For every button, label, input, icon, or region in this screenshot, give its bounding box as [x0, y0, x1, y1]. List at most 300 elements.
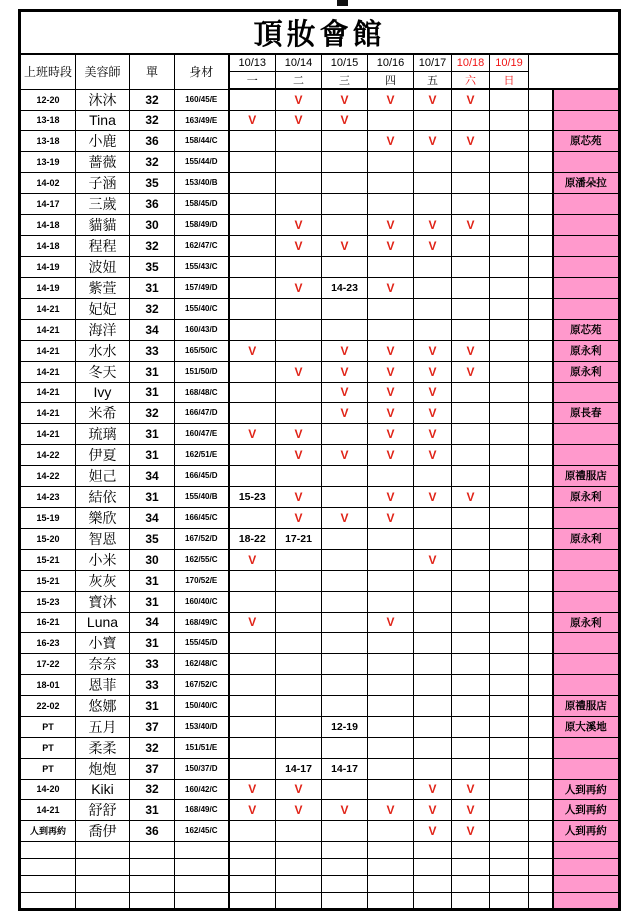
dan-cell: [130, 841, 175, 858]
dan-cell: 36: [130, 820, 175, 841]
date-cell: [452, 110, 490, 130]
note-cell: [553, 382, 620, 402]
date-cell: [229, 319, 276, 340]
date-cell: [276, 193, 322, 214]
date-cell: [322, 612, 368, 632]
note-cell: 原禮服店: [553, 695, 620, 716]
check-cell: V: [322, 110, 368, 130]
date-cell: [452, 570, 490, 591]
date-cell: [452, 674, 490, 695]
body-cell: 160/47/E: [175, 423, 229, 444]
check-cell: V: [414, 130, 452, 151]
note-cell: [553, 235, 620, 256]
dan-cell: 33: [130, 653, 175, 674]
time-cell: 人到再約: [20, 820, 76, 841]
check-cell: V: [414, 444, 452, 465]
time-cell: 17-22: [20, 653, 76, 674]
date-cell: [276, 402, 322, 423]
body-cell: 162/47/C: [175, 235, 229, 256]
date-cell: [229, 402, 276, 423]
dan-cell: 35: [130, 256, 175, 277]
date-cell: [414, 319, 452, 340]
schedule-row: [20, 151, 620, 172]
body-cell: 166/47/D: [175, 402, 229, 423]
date-cell: [490, 716, 529, 737]
date-header-row: [20, 54, 620, 72]
check-cell: V: [414, 89, 452, 110]
check-cell: V: [276, 361, 322, 382]
date-cell: [368, 858, 414, 875]
note-cell: [553, 298, 620, 319]
date-cell: [229, 444, 276, 465]
date-cell: [368, 193, 414, 214]
date-cell: [276, 340, 322, 361]
date-cell: [276, 875, 322, 892]
time-cell: 14-02: [20, 172, 76, 193]
check-cell: V: [276, 277, 322, 298]
date-cell: [368, 570, 414, 591]
schedule-row: [20, 193, 620, 214]
dan-cell: 31: [130, 591, 175, 612]
date-cell: [414, 570, 452, 591]
dan-cell: 31: [130, 444, 175, 465]
dan-cell: 32: [130, 89, 175, 110]
dan-cell: [130, 858, 175, 875]
date-cell: [322, 423, 368, 444]
check-cell: V: [368, 382, 414, 402]
schedule-row: [20, 319, 620, 340]
check-cell: V: [452, 486, 490, 507]
date-cell: [229, 151, 276, 172]
date-cell: [276, 591, 322, 612]
dan-cell: 32: [130, 737, 175, 758]
schedule-sheet: [18, 9, 621, 911]
note-cell: [553, 841, 620, 858]
name-cell: Luna: [76, 612, 130, 632]
time-cell: 14-17: [20, 193, 76, 214]
date-cell: 15-23: [229, 486, 276, 507]
spacer-cell: [529, 235, 553, 256]
schedule-row: [20, 235, 620, 256]
note-cell: [553, 858, 620, 875]
date-cell: [452, 151, 490, 172]
spacer-cell: [529, 549, 553, 570]
body-cell: 155/40/B: [175, 486, 229, 507]
date-cell: [368, 298, 414, 319]
spacer-cell: [529, 591, 553, 612]
note-cell: [553, 277, 620, 298]
date-cell: [414, 256, 452, 277]
date-cell: [490, 382, 529, 402]
date-cell: [452, 298, 490, 319]
spacer-cell: [529, 277, 553, 298]
date-cell: [276, 130, 322, 151]
date-cell: [452, 507, 490, 528]
date-cell: [368, 820, 414, 841]
body-cell: 168/49/C: [175, 799, 229, 820]
date-cell: [490, 319, 529, 340]
body-cell: 162/51/E: [175, 444, 229, 465]
time-cell: 14-18: [20, 235, 76, 256]
date-cell: [229, 653, 276, 674]
date-cell: [229, 632, 276, 653]
note-cell: 原芯苑: [553, 319, 620, 340]
dan-cell: [130, 875, 175, 892]
dan-cell: 37: [130, 716, 175, 737]
name-cell: 海洋: [76, 319, 130, 340]
body-cell: 168/49/C: [175, 612, 229, 632]
date-cell: [490, 820, 529, 841]
check-cell: V: [368, 402, 414, 423]
note-cell: 人到再約: [553, 799, 620, 820]
note-cell: [553, 423, 620, 444]
date-cell: [229, 507, 276, 528]
date-cell: [322, 858, 368, 875]
date-cell: [452, 193, 490, 214]
date-cell: [414, 151, 452, 172]
note-cell: [553, 89, 620, 110]
check-cell: V: [276, 444, 322, 465]
check-cell: V: [322, 361, 368, 382]
dan-cell: 31: [130, 695, 175, 716]
note-cell: [553, 193, 620, 214]
check-cell: V: [276, 799, 322, 820]
date-cell: [452, 695, 490, 716]
date-cell: [490, 172, 529, 193]
date-cell: [368, 632, 414, 653]
name-cell: 五月: [76, 716, 130, 737]
check-cell: V: [322, 235, 368, 256]
name-cell: 貓貓: [76, 214, 130, 235]
body-cell: 155/43/C: [175, 256, 229, 277]
date-cell: 14-23: [322, 277, 368, 298]
time-cell: PT: [20, 737, 76, 758]
spacer-cell: [529, 110, 553, 130]
spacer-cell: [529, 298, 553, 319]
note-cell: 人到再約: [553, 779, 620, 799]
check-cell: V: [276, 110, 322, 130]
check-cell: V: [322, 340, 368, 361]
name-cell: 奈奈: [76, 653, 130, 674]
date-cell: [452, 528, 490, 549]
schedule-row: [20, 799, 620, 820]
date-cell: [322, 193, 368, 214]
date-cell: [414, 632, 452, 653]
date-cell: [414, 277, 452, 298]
note-cell: [553, 570, 620, 591]
time-cell: 14-19: [20, 256, 76, 277]
date-cell: [276, 570, 322, 591]
dan-cell: 35: [130, 528, 175, 549]
time-cell: 14-21: [20, 361, 76, 382]
date-cell: [368, 875, 414, 892]
date-cell: [452, 319, 490, 340]
check-cell: V: [322, 382, 368, 402]
schedule-row: [20, 277, 620, 298]
check-cell: V: [368, 130, 414, 151]
name-cell: [76, 841, 130, 858]
name-cell: 伊夏: [76, 444, 130, 465]
body-cell: 160/43/D: [175, 319, 229, 340]
date-cell: [368, 465, 414, 486]
check-cell: V: [229, 799, 276, 820]
dan-cell: 34: [130, 507, 175, 528]
check-cell: V: [276, 423, 322, 444]
date-cell: [229, 214, 276, 235]
time-cell: 14-21: [20, 799, 76, 820]
name-cell: [76, 858, 130, 875]
date-cell: [229, 465, 276, 486]
spacer-cell: [529, 528, 553, 549]
date-header-cell: 10/18: [452, 54, 490, 72]
date-cell: [490, 130, 529, 151]
dan-cell: 31: [130, 799, 175, 820]
date-cell: [368, 653, 414, 674]
schedule-row: [20, 298, 620, 319]
date-cell: [414, 298, 452, 319]
time-cell: 14-21: [20, 340, 76, 361]
dan-cell: 31: [130, 570, 175, 591]
date-cell: [229, 172, 276, 193]
date-cell: [490, 256, 529, 277]
time-cell: 14-21: [20, 382, 76, 402]
note-cell: 原大溪地: [553, 716, 620, 737]
check-cell: V: [229, 340, 276, 361]
time-cell: 14-20: [20, 779, 76, 799]
date-cell: [229, 193, 276, 214]
dan-cell: 34: [130, 612, 175, 632]
schedule-row: [20, 130, 620, 151]
date-cell: [452, 172, 490, 193]
date-cell: [229, 298, 276, 319]
schedule-row: [20, 779, 620, 799]
date-cell: [229, 695, 276, 716]
date-cell: [368, 256, 414, 277]
name-cell: 沐沐: [76, 89, 130, 110]
check-cell: V: [368, 89, 414, 110]
date-cell: [490, 423, 529, 444]
date-cell: [368, 110, 414, 130]
check-cell: V: [452, 89, 490, 110]
date-cell: [229, 591, 276, 612]
date-cell: [414, 716, 452, 737]
check-cell: V: [368, 340, 414, 361]
date-cell: [368, 758, 414, 779]
name-cell: Kiki: [76, 779, 130, 799]
check-cell: V: [414, 779, 452, 799]
date-cell: [490, 402, 529, 423]
date-cell: [229, 277, 276, 298]
check-cell: V: [276, 235, 322, 256]
schedule-row: [20, 172, 620, 193]
date-cell: [322, 528, 368, 549]
schedule-row: [20, 674, 620, 695]
check-cell: V: [452, 340, 490, 361]
date-cell: [276, 653, 322, 674]
check-cell: V: [322, 799, 368, 820]
date-cell: [276, 841, 322, 858]
schedule-row: [20, 653, 620, 674]
schedule-row: [20, 444, 620, 465]
check-cell: V: [322, 89, 368, 110]
date-cell: [368, 151, 414, 172]
note-cell: [553, 110, 620, 130]
check-cell: V: [414, 361, 452, 382]
schedule-row: [20, 737, 620, 758]
name-cell: 程程: [76, 235, 130, 256]
check-cell: V: [452, 779, 490, 799]
date-header-cell: 10/13: [229, 54, 276, 72]
date-cell: [322, 319, 368, 340]
date-cell: [322, 256, 368, 277]
name-cell: 結依: [76, 486, 130, 507]
schedule-row: [20, 423, 620, 444]
date-cell: [490, 361, 529, 382]
check-cell: V: [276, 779, 322, 799]
date-cell: [276, 820, 322, 841]
name-cell: Ivy: [76, 382, 130, 402]
spacer-cell: [529, 737, 553, 758]
check-cell: V: [368, 277, 414, 298]
body-cell: 151/51/E: [175, 737, 229, 758]
date-cell: [229, 235, 276, 256]
date-cell: [490, 612, 529, 632]
check-cell: V: [276, 89, 322, 110]
date-cell: [276, 151, 322, 172]
body-cell: [175, 841, 229, 858]
date-cell: [322, 172, 368, 193]
spacer-cell: [529, 779, 553, 799]
spacer-cell: [529, 674, 553, 695]
name-cell: 冬天: [76, 361, 130, 382]
date-cell: [229, 875, 276, 892]
date-cell: [490, 737, 529, 758]
date-cell: [414, 193, 452, 214]
body-cell: 160/40/C: [175, 591, 229, 612]
spacer-cell: [529, 695, 553, 716]
check-cell: V: [229, 549, 276, 570]
date-cell: [229, 841, 276, 858]
body-cell: [175, 858, 229, 875]
check-cell: V: [414, 820, 452, 841]
body-cell: 150/37/D: [175, 758, 229, 779]
date-cell: [276, 256, 322, 277]
empty-row: [20, 858, 620, 875]
note-cell: 原潘朵拉: [553, 172, 620, 193]
date-cell: 14-17: [276, 758, 322, 779]
spacer-cell: [529, 319, 553, 340]
body-cell: 153/40/B: [175, 172, 229, 193]
dan-cell: 31: [130, 277, 175, 298]
body-cell: 162/55/C: [175, 549, 229, 570]
check-cell: V: [229, 110, 276, 130]
dan-cell: 30: [130, 214, 175, 235]
date-cell: [490, 110, 529, 130]
date-cell: [414, 591, 452, 612]
check-cell: V: [414, 486, 452, 507]
date-cell: [229, 382, 276, 402]
body-cell: 155/44/D: [175, 151, 229, 172]
date-cell: [490, 507, 529, 528]
date-cell: [322, 298, 368, 319]
spacer-cell: [529, 653, 553, 674]
dan-cell: 31: [130, 486, 175, 507]
note-cell: 原永利: [553, 486, 620, 507]
date-cell: [452, 382, 490, 402]
date-cell: [322, 875, 368, 892]
spacer-cell: [529, 214, 553, 235]
date-cell: [452, 549, 490, 570]
time-cell: 22-02: [20, 695, 76, 716]
check-cell: V: [414, 549, 452, 570]
check-cell: V: [276, 214, 322, 235]
date-cell: [229, 256, 276, 277]
date-cell: [276, 298, 322, 319]
check-cell: V: [322, 402, 368, 423]
spacer-cell: [529, 841, 553, 858]
date-cell: [414, 841, 452, 858]
date-cell: [322, 570, 368, 591]
check-cell: V: [452, 214, 490, 235]
body-cell: [175, 875, 229, 892]
date-cell: [452, 758, 490, 779]
name-cell: 智恩: [76, 528, 130, 549]
time-cell: 14-22: [20, 465, 76, 486]
name-cell: 琉璃: [76, 423, 130, 444]
date-cell: [322, 151, 368, 172]
time-cell: [20, 875, 76, 892]
time-cell: 13-19: [20, 151, 76, 172]
date-cell: [276, 674, 322, 695]
date-header-cell: 10/14: [276, 54, 322, 72]
col-header-dan: 單: [130, 54, 175, 89]
body-cell: 162/48/C: [175, 653, 229, 674]
note-cell: 原芯苑: [553, 130, 620, 151]
note-cell: [553, 653, 620, 674]
day-header-cell: 二: [276, 72, 322, 90]
time-cell: 14-21: [20, 402, 76, 423]
time-cell: 15-20: [20, 528, 76, 549]
name-cell: 妃妃: [76, 298, 130, 319]
body-cell: 166/45/D: [175, 465, 229, 486]
date-cell: [368, 319, 414, 340]
date-cell: [490, 444, 529, 465]
check-cell: V: [368, 423, 414, 444]
check-cell: V: [322, 444, 368, 465]
date-cell: [368, 779, 414, 799]
name-cell: [76, 875, 130, 892]
date-cell: [414, 653, 452, 674]
date-header-cell: 10/17: [414, 54, 452, 72]
date-cell: [414, 507, 452, 528]
page-title: 頂妝會館: [20, 11, 620, 55]
dan-cell: 30: [130, 549, 175, 570]
dan-cell: 31: [130, 382, 175, 402]
dan-cell: 32: [130, 151, 175, 172]
date-cell: [414, 858, 452, 875]
date-cell: [452, 423, 490, 444]
date-cell: [368, 528, 414, 549]
date-cell: [229, 89, 276, 110]
day-header-cell: 四: [368, 72, 414, 90]
spacer-cell: [529, 507, 553, 528]
schedule-row: [20, 591, 620, 612]
note-cell: 原永利: [553, 361, 620, 382]
body-cell: 167/52/C: [175, 674, 229, 695]
check-cell: V: [276, 507, 322, 528]
day-header-cell: 五: [414, 72, 452, 90]
note-cell: [553, 674, 620, 695]
